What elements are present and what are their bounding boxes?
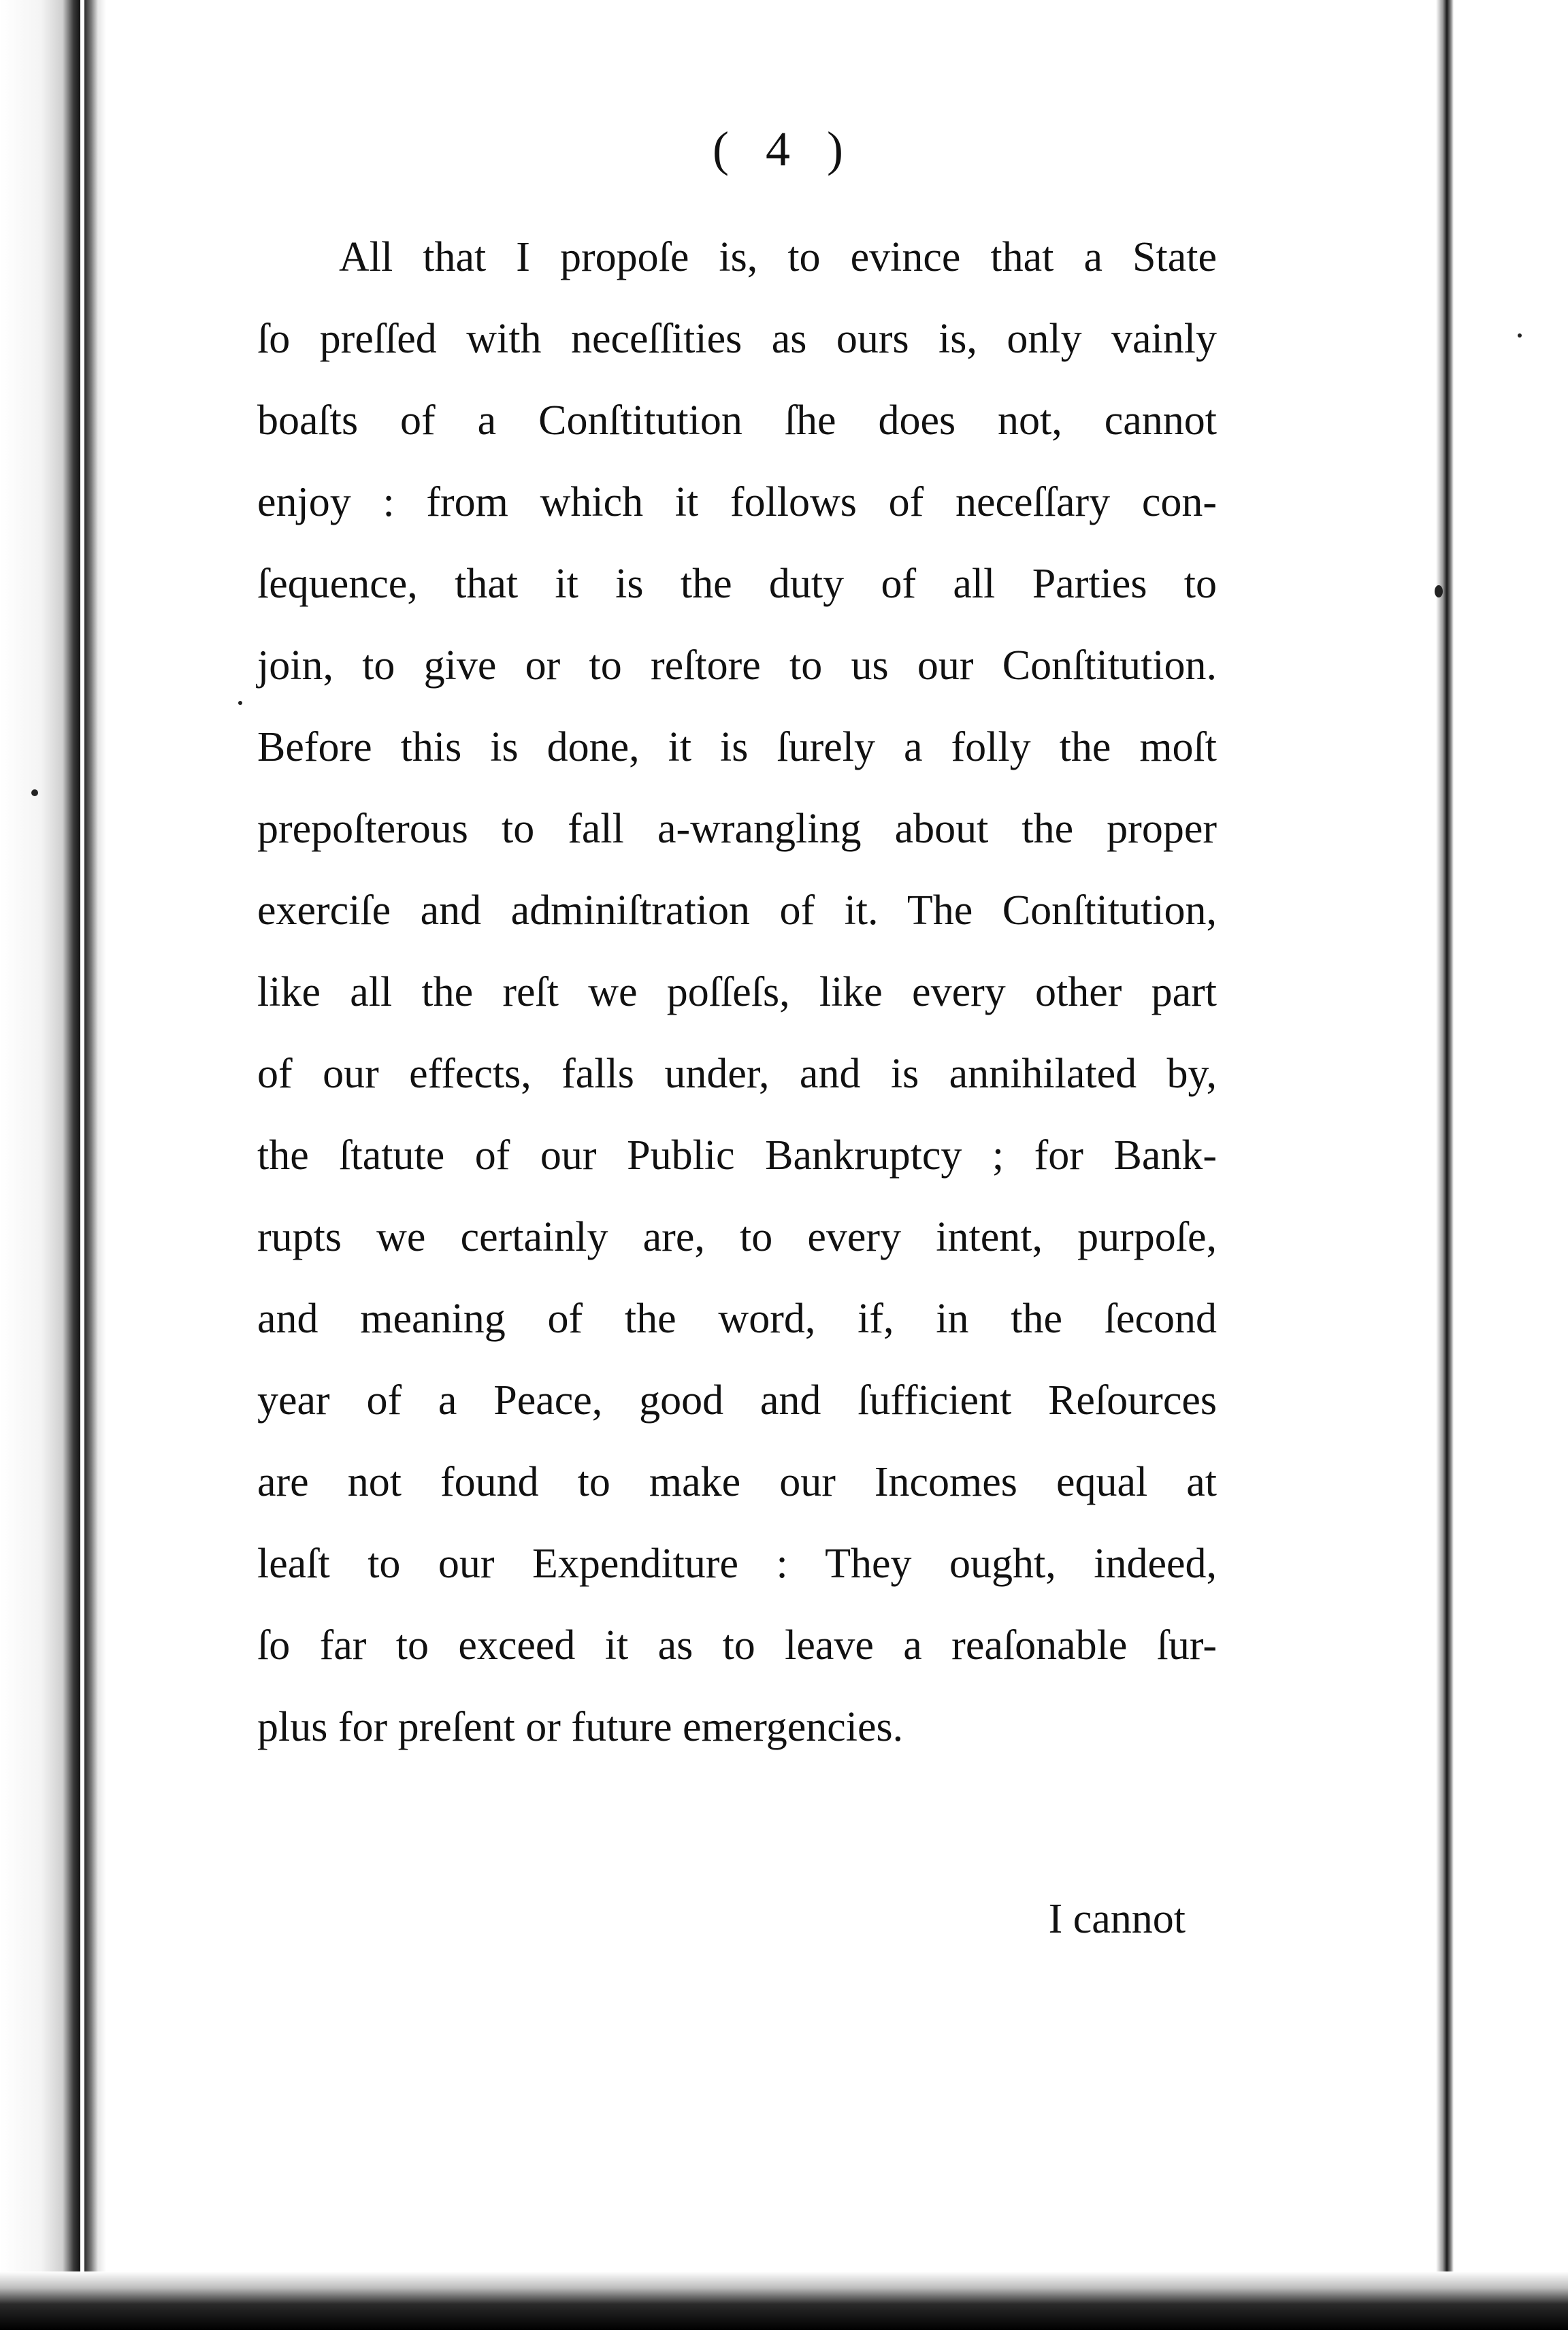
catchword: I cannot xyxy=(1048,1896,1186,1942)
text-line: boaſts of a Conſtitution ſhe does not, cannot xyxy=(257,397,1217,444)
text-line: ſo preſſed with neceſſities as ours is, only vainly xyxy=(257,316,1217,362)
body-paragraph xyxy=(257,216,1217,1768)
text-line: ſequence, that it is the duty of all Parties to xyxy=(257,561,1217,607)
text-line: join, to give or to reſtore to us our Conſtitution. xyxy=(257,642,1217,689)
text-line: leaſt to our Expenditure : They ought, indeed, xyxy=(257,1541,1217,1587)
ink-speck xyxy=(1435,585,1443,597)
text-line: All that I propoſe is, to evince that a State xyxy=(339,234,1217,280)
scan-shadow-bottom xyxy=(0,2271,1568,2330)
text-line: enjoy : from which it follows of neceſſary con- xyxy=(257,479,1217,525)
text-line: prepoſterous to fall a-wrangling about the proper xyxy=(257,806,1217,852)
ink-speck xyxy=(238,701,242,705)
ink-speck xyxy=(31,789,38,796)
text-line: of our effects, falls under, and is annihilated by, xyxy=(257,1051,1217,1097)
text-line: rupts we certainly are, to every intent, purpoſe, xyxy=(257,1214,1217,1260)
binding-shadow-left xyxy=(0,0,80,2330)
page-edge-left xyxy=(84,0,106,2330)
text-line: year of a Peace, good and ſufficient Reſources xyxy=(257,1377,1217,1424)
text-line: and meaning of the word, if, in the ſecond xyxy=(257,1296,1217,1342)
text-line: ſo far to exceed it as to leave a reaſonable ſur- xyxy=(257,1622,1217,1669)
text-line: are not found to make our Incomes equal at xyxy=(257,1459,1217,1505)
text-line: Before this is done, it is ſurely a folly the moſt xyxy=(257,724,1217,770)
text-line: plus for preſent or future emergencies. xyxy=(257,1704,904,1750)
page-number: ( 4 ) xyxy=(713,122,855,176)
text-line: the ſtatute of our Public Bankruptcy ; for Bank- xyxy=(257,1132,1217,1179)
page-edge-right xyxy=(1436,0,1454,2330)
text-line: exerciſe and adminiſtration of it. The Conſtitution, xyxy=(257,887,1217,934)
text-line: like all the reſt we poſſeſs, like every other part xyxy=(257,969,1217,1015)
ink-speck xyxy=(1518,333,1522,338)
